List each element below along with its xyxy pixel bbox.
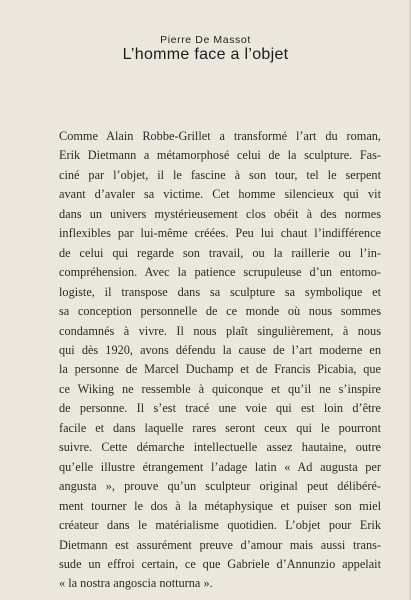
text-line: angusta », prouve qu’un sculpteur original peut délibéré- (59, 479, 381, 494)
text-line: condamnés à vivre. Il nous plaît singulièrement, à nous (59, 323, 381, 338)
page-title: L’homme face a l’objet (122, 46, 289, 63)
text-line: suivre. Cette démarche intellectuelle assez hautaine, outre (59, 440, 381, 455)
text-line: Erik Dietmann a métamorphosé celui de la sculpture. Fas- (59, 148, 381, 163)
text-line: facile et dans laquelle rares seront ceux qui le pourront (59, 420, 381, 435)
text-line: inflexibles par lui-même créées. Peu lui chaut l’indifférence (59, 226, 381, 241)
text-line: de personne. Il s’est tracé une voie qui est loin d’être (59, 401, 381, 416)
text-line: Dietmann est assurément preuve d’amour mais aussi trans- (59, 537, 381, 552)
text-line: avant d’avaler sa victime. Cet homme silencieux qui vit (59, 187, 381, 202)
text-line: de celui qui regarde son travail, ou la raillerie ou l’in- (59, 245, 381, 260)
author-name: Pierre De Massot (160, 34, 251, 46)
text-line: dans un univers mystérieusement clos obéit à des normes (59, 206, 381, 221)
text-line: qu’elle illustre étrangement l’adage latin « Ad augusta per (59, 459, 381, 474)
text-line: ciné par l’objet, il le fascine à son tour, tel le serpent (59, 167, 381, 182)
text-line: compréhension. Avec la patience scrupuleuse d’un entomo- (59, 265, 381, 280)
text-line: ce Wiking ne ressemble à quiconque et qu’il ne s’inspire (59, 381, 381, 396)
text-line: qui dès 1920, avons défendu la cause de l’art moderne en (59, 342, 381, 357)
text-line: « la nostra angoscia notturna ». (59, 576, 213, 591)
text-line: ment tourner le dos à la métaphysique et puiser son miel (59, 498, 381, 513)
text-line: créateur dans le matérialisme quotidien. L’objet pour Erik (59, 518, 381, 533)
text-line: sude un effroi certain, ce que Gabriele d’Annunzio appelait (59, 556, 381, 571)
text-line: logiste, il transpose dans sa sculpture sa symbolique et (59, 284, 381, 299)
text-line: sa conception personnelle de ce monde où nous sommes (59, 304, 381, 319)
text-line: la personne de Marcel Duchamp et de Francis Picabia, que (59, 362, 381, 377)
text-line: Comme Alain Robbe-Grillet a transformé l’art du roman, (59, 129, 381, 143)
body-paragraph (59, 127, 381, 594)
